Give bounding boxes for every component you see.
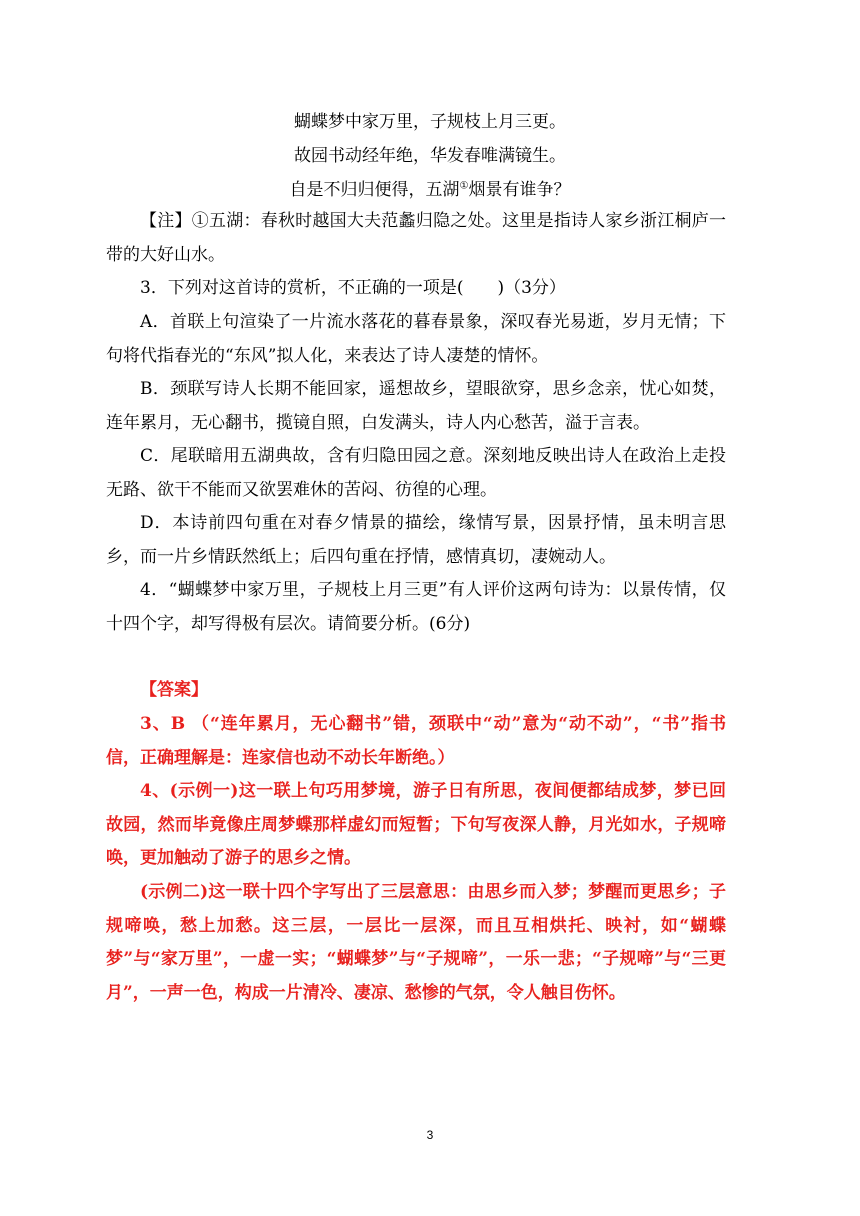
question-4-stem: 4．“蝴蝶梦中家万里，子规枝上月三更”有人评价这两句诗为：以景传情，仅十四个字，却写得极有层次。请简要分析。(6分) xyxy=(106,580,726,634)
answer-4-example-1: 4、(示例一)这一联上句巧用梦境，游子日有所思，夜间便都结成梦，梦已回故园，然而毕竟像庄周梦蝶那样虚幻而短暂；下句写夜深人静，月光如水，子规啼唤，更加触动了游子的思乡之情。 xyxy=(106,781,726,868)
answer-4-example-2: (示例二)这一联十四个字写出了三层意思：由思乡而入梦；梦醒而更思乡；子规啼唤，愁上加愁。这三层，一层比一层深，而且互相烘托、映衬，如“蝴蝶梦”与“家万里”，一虚一实；“蝴蝶梦”与“子规啼”，一乐一悲；“子规啼”与“三更月”，一声一色，构成一片清冷、凄凉、愁惨的气氛，令人触目伤怀。 xyxy=(106,882,726,1003)
poem-line-2: 故园书动经年绝，华发春唯满镜生。 xyxy=(294,146,566,166)
footnote-marker: ① xyxy=(459,180,469,192)
question-3-option-d: D．本诗前四句重在对春夕情景的描绘，缘情写景，因景抒情，虽未明言思乡，而一片乡情跃然纸上；后四句重在抒情，感情真切，凄婉动人。 xyxy=(106,513,726,567)
answer-3: 3、B （“连年累月，无心翻书”错，颈联中“动”意为“动不动”，“书”指书信，正确理解是：连家信也动不动长年断绝。） xyxy=(106,714,726,768)
poem-line-3 xyxy=(0,180,860,200)
poem-line-3-text: 自是不归归便得，五湖 xyxy=(289,180,460,200)
page-number: 3 xyxy=(426,1128,434,1142)
question-3-option-a: A．首联上句渲染了一片流水落花的暮春景象，深叹春光易逝，岁月无情；下句将代指春光的“东风”拟人化，来表达了诗人凄楚的情怀。 xyxy=(106,312,726,366)
poem-note: 【注】①五湖：春秋时越国大夫范蠡归隐之处。这里是指诗人家乡浙江桐庐一带的大好山水。 xyxy=(106,211,726,265)
poem-line-3-end: 烟景有谁争？ xyxy=(468,180,571,200)
question-3-option-b: B．颈联写诗人长期不能回家，遥想故乡，望眼欲穿，思乡念亲，忧心如焚，连年累月，无心翻书，揽镜自照，白发满头，诗人内心愁苦，溢于言表。 xyxy=(106,379,726,433)
question-3-stem: 3．下列对这首诗的赏析，不正确的一项是( )（3分） xyxy=(140,278,566,298)
answer-heading: 【答案】 xyxy=(140,680,208,700)
question-3-option-c: C．尾联暗用五湖典故，含有归隐田园之意。深刻地反映出诗人在政治上走投无路、欲干不能而又欲罢难休的苦闷、彷徨的心理。 xyxy=(106,446,726,500)
poem-line-1: 蝴蝶梦中家万里，子规枝上月三更。 xyxy=(294,112,566,132)
